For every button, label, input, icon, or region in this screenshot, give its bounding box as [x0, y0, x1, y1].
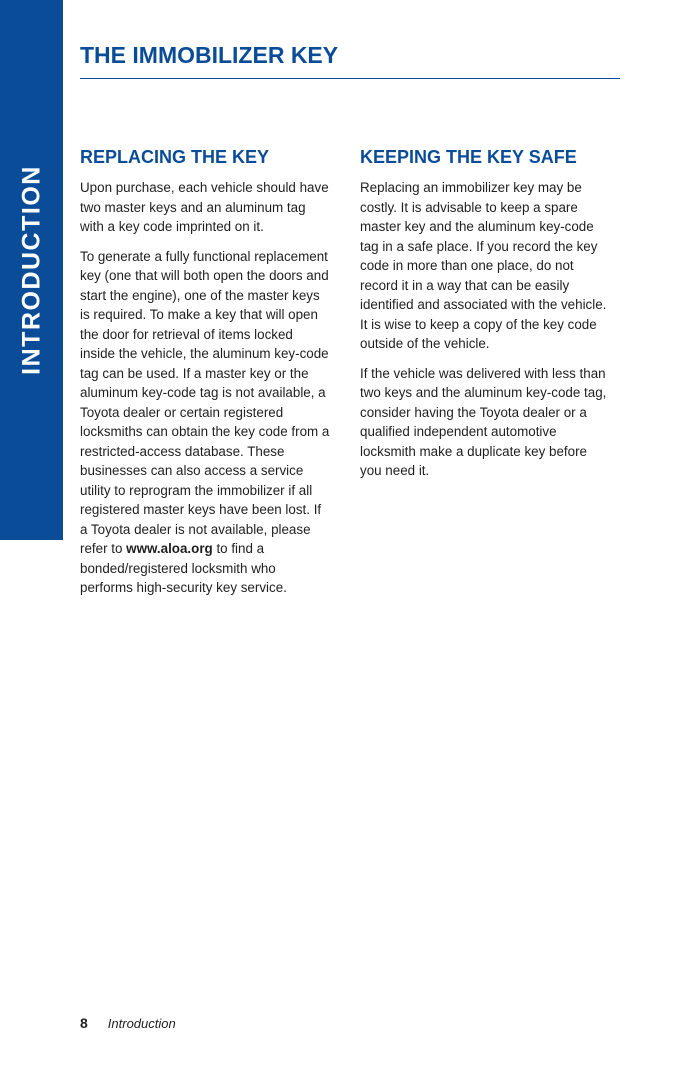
page-number: 8	[80, 1015, 88, 1031]
page-title: THE IMMOBILIZER KEY	[80, 42, 339, 68]
replacing-key-heading: REPLACING THE KEY	[80, 147, 270, 167]
aloa-link[interactable]: www.aloa.org	[126, 541, 213, 556]
paragraph-text: To generate a fully functional replacement key (one that will both open the doors and start the engine), one of the master keys is required. To make a key that will open the door for retrieval of items locked inside the vehicle, the aluminum key-code tag can be used. If a master key or the aluminum key-code tag is not available, a Toyota dealer or certain registered locksmiths can obtain the key code from a restricted-access database. These businesses can also access a service utility to reprogram the immobilizer if all registered master keys have been lost. If a Toyota dealer is not available, please refer to	[80, 248, 330, 556]
title-divider	[80, 78, 620, 79]
replacing-key-paragraph-1: Upon purchase, each vehicle should have two master keys and an aluminum tag with a key code imprinted on it.	[80, 180, 329, 234]
footer-section-name: Introduction	[107, 1016, 176, 1031]
key-safe-paragraph-2: If the vehicle was delivered with less than two keys and the aluminum key-code tag, consider having the Toyota dealer or a qualified independent automotive locksmith make a duplicate key before you need it.	[360, 365, 607, 478]
side-tab	[0, 0, 63, 540]
key-safe-heading: KEEPING THE KEY SAFE	[360, 147, 577, 167]
replacing-key-paragraph-2	[80, 247, 330, 598]
right-column	[360, 146, 610, 491]
paragraph-text: to find a bonded/registered locksmith who performs high-security key service.	[80, 541, 287, 595]
side-tab-label: INTRODUCTION	[17, 165, 46, 375]
left-column	[80, 146, 330, 608]
page-footer	[80, 1015, 176, 1031]
key-safe-paragraph-1: Replacing an immobilizer key may be costly. It is advisable to keep a spare master key and the aluminum key-code tag in a safe place. If you record the key code in more than one place, do not record it in a way that can be easily identified and associated with the vehicle. It is wise to keep a copy of the key code outside of the vehicle.	[360, 180, 607, 351]
